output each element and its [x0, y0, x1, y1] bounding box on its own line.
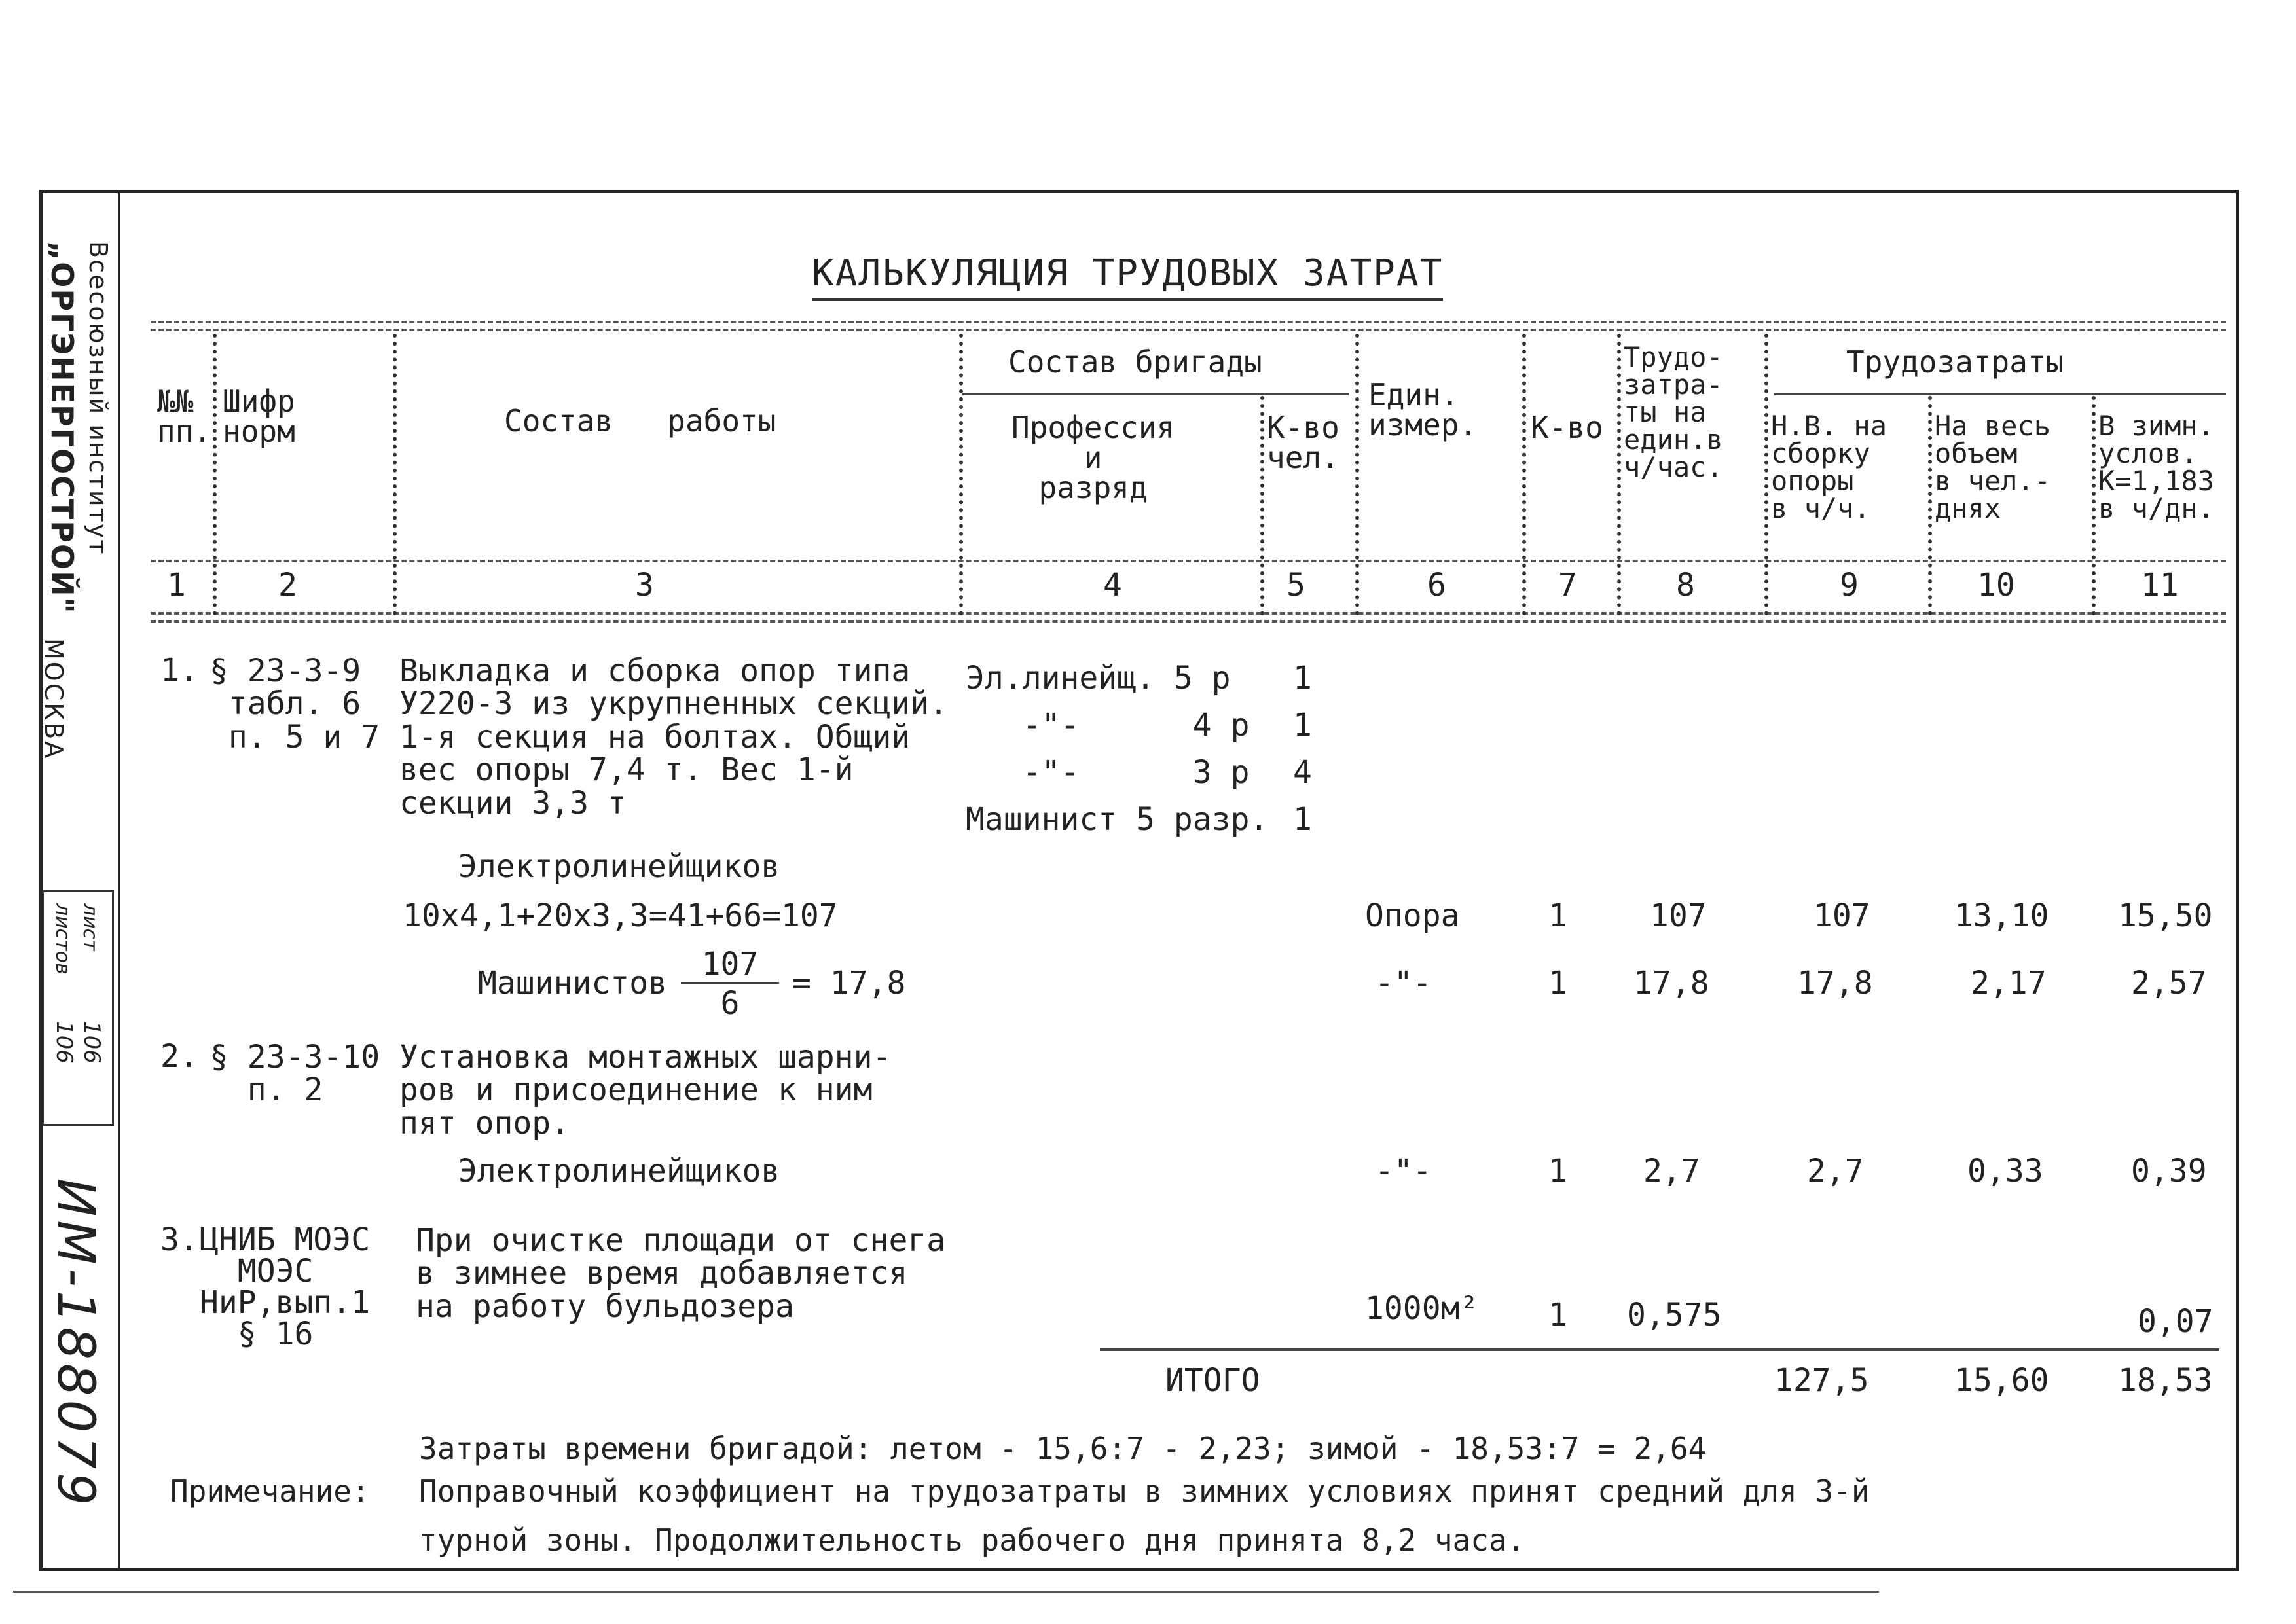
colnum-bottom-line: [151, 612, 2226, 615]
header-bottom-line: [151, 560, 2226, 562]
row2-code: § 23-3-10 п. 2: [210, 1039, 380, 1109]
row1-people: 1 1 4 1: [1293, 660, 1312, 838]
row1-sub2-denominator: 6: [720, 985, 740, 1022]
row2-qty: 1: [1548, 1153, 1567, 1189]
header-brigade-group: Состав бригады: [1008, 344, 1262, 380]
col-sep: [1928, 396, 1932, 615]
row2-num: 2.: [160, 1038, 198, 1075]
col-sep: [1355, 334, 1359, 615]
row2-c11: 0,39: [2131, 1153, 2207, 1189]
row1-sub1-formula: 10х4,1+20х3,3=41+66=107: [403, 897, 838, 934]
header-profession: Профессия и разряд: [1011, 410, 1175, 505]
row1-sub2-c8: 17,8: [1633, 965, 1709, 1001]
total-c9: 127,5: [1774, 1362, 1869, 1399]
header-norm-assembly: Н.В. на сборку опоры в ч/ч.: [1771, 410, 1887, 524]
header-people: К-во чел.: [1267, 410, 1339, 475]
row3-code: ЦНИБ МОЭС МОЭС НиР,вып.1 § 16: [200, 1221, 371, 1352]
row1-sub1-qty: 1: [1548, 897, 1567, 934]
col-sep: [1260, 396, 1264, 615]
row1-sub2-label: Машинистов: [478, 965, 667, 1001]
row1-sub2-unit: -"-: [1375, 965, 1432, 1001]
row1-sub1-label: Электролинейщиков: [458, 848, 780, 885]
sheet-number: 106: [79, 1021, 105, 1064]
col-sep: [1617, 334, 1621, 615]
row2-unit: -"-: [1375, 1153, 1432, 1189]
bottom-rule: [13, 1591, 1879, 1593]
colnum-6: 6: [1427, 567, 1446, 604]
row1-sub2-c9: 17,8: [1797, 965, 1873, 1001]
colnum-4: 4: [1103, 567, 1122, 604]
row1-code: § 23-3-9 табл. 6 п. 5 и 7: [210, 653, 380, 755]
row3-num: 3.: [160, 1221, 198, 1258]
sidebar-divider: [118, 190, 120, 1571]
fraction-bar: [681, 982, 779, 984]
row2-c9: 2,7: [1807, 1153, 1864, 1189]
row1-sub1-unit: Опора: [1365, 897, 1460, 934]
header-top-line-2: [151, 329, 2226, 331]
row1-sub2-qty: 1: [1548, 965, 1567, 1001]
header-qty: К-во: [1531, 410, 1603, 445]
note-line2: турной зоны. Продолжительность рабочего дня принята 8,2 часа.: [419, 1523, 1525, 1558]
document-code: ИМ-188079: [46, 1178, 105, 1509]
header-labor-group: Трудозатраты: [1846, 344, 2064, 380]
header-num: №№ пп.: [157, 384, 212, 449]
row2-c8: 2,7: [1643, 1153, 1700, 1189]
total-label: ИТОГО: [1165, 1362, 1260, 1399]
row1-sub1-c9: 107: [1813, 897, 1870, 934]
document-title: КАЛЬКУЛЯЦИЯ ТРУДОВЫХ ЗАТРАТ: [812, 252, 1443, 301]
row2-c10: 0,33: [1967, 1153, 2043, 1189]
row3-c11: 0,07: [2138, 1303, 2214, 1340]
row1-sub1-c11: 15,50: [2118, 897, 2213, 934]
sheet-label-2: листов: [51, 903, 74, 975]
col-sep: [1764, 334, 1768, 615]
sheet-label: лист: [79, 903, 101, 951]
labor-underline: [1774, 393, 2226, 395]
header-work: Состав работы: [504, 403, 776, 439]
row1-sub2-c10: 2,17: [1971, 965, 2047, 1001]
colnum-1: 1: [167, 567, 186, 604]
colnum-7: 7: [1558, 567, 1577, 604]
total-c10: 15,60: [1954, 1362, 2049, 1399]
col-sep: [213, 334, 217, 615]
time-summary: Затраты времени бригадой: летом - 15,6:7 - 2,23; зимой - 18,53:7 = 2,64: [419, 1431, 1707, 1466]
brigade-underline: [962, 393, 1349, 395]
row2-sub-label: Электролинейщиков: [458, 1153, 780, 1189]
row1-num: 1.: [160, 652, 198, 689]
row1-sub2-result: = 17,8: [792, 965, 906, 1001]
header-code: Шифр норм: [223, 384, 295, 449]
col-sep: [393, 334, 397, 615]
row1-sub2-c11: 2,57: [2131, 965, 2207, 1001]
row2-work: Установка монтажных шарни- ров и присоединение к ним пят опор.: [399, 1039, 892, 1142]
header-labor-unit: Трудо- затра- ты на един.в ч/час.: [1624, 341, 1723, 483]
header-total-volume: На весь объем в чел.- днях: [1935, 410, 2051, 524]
col-sep: [2092, 396, 2096, 615]
colnum-9: 9: [1840, 567, 1859, 604]
row1-sub1-c10: 13,10: [1954, 897, 2049, 934]
row3-work: При очистке площади от снега в зимнее время добавляется на работу бульдозера: [416, 1222, 946, 1325]
row1-work: Выкладка и сборка опор типа У220-3 из укрупненных секций. 1-я секция на болтах. Общий вес опоры 7,4 т. Вес 1-й секции 3,3 т: [399, 653, 949, 821]
institute-line2: „ОРГЭНЕРГОСТРОЙ": [45, 241, 80, 615]
sheet-number-2: 106: [51, 1021, 77, 1064]
row3-unit: 1000м²: [1365, 1290, 1479, 1327]
header-top-line: [151, 321, 2226, 323]
colnum-10: 10: [1977, 567, 2015, 604]
colnum-5: 5: [1286, 567, 1305, 604]
institute-line1: Всесоюзный институт: [84, 241, 113, 556]
colnum-11: 11: [2141, 567, 2179, 604]
colnum-bottom-line-2: [151, 620, 2226, 623]
col-sep: [1522, 334, 1526, 615]
document-frame: [39, 190, 2239, 1571]
header-unit: Един. измер.: [1368, 377, 1478, 442]
row1-sub2-numerator: 107: [701, 946, 759, 983]
col-sep: [959, 334, 963, 615]
note-label: Примечание:: [170, 1473, 370, 1509]
row3-c8: 0,575: [1627, 1297, 1722, 1333]
colnum-8: 8: [1676, 567, 1695, 604]
city-label: МОСКВА: [39, 638, 68, 761]
row1-sub1-c8: 107: [1650, 897, 1707, 934]
colnum-3: 3: [635, 567, 654, 604]
note-line1: Поправочный коэффициент на трудозатраты в зимних условиях принят средний для 3-й: [419, 1473, 1870, 1509]
row3-qty: 1: [1548, 1297, 1567, 1333]
total-c11: 18,53: [2118, 1362, 2213, 1399]
colnum-2: 2: [278, 567, 297, 604]
row1-profession: Эл.линейщ. 5 р -"- 4 р -"- 3 р Машинист 5 разр.: [966, 660, 1269, 838]
header-winter: В зимн. услов. К=1,183 в ч/дн.: [2098, 410, 2215, 524]
total-line: [1100, 1348, 2219, 1351]
